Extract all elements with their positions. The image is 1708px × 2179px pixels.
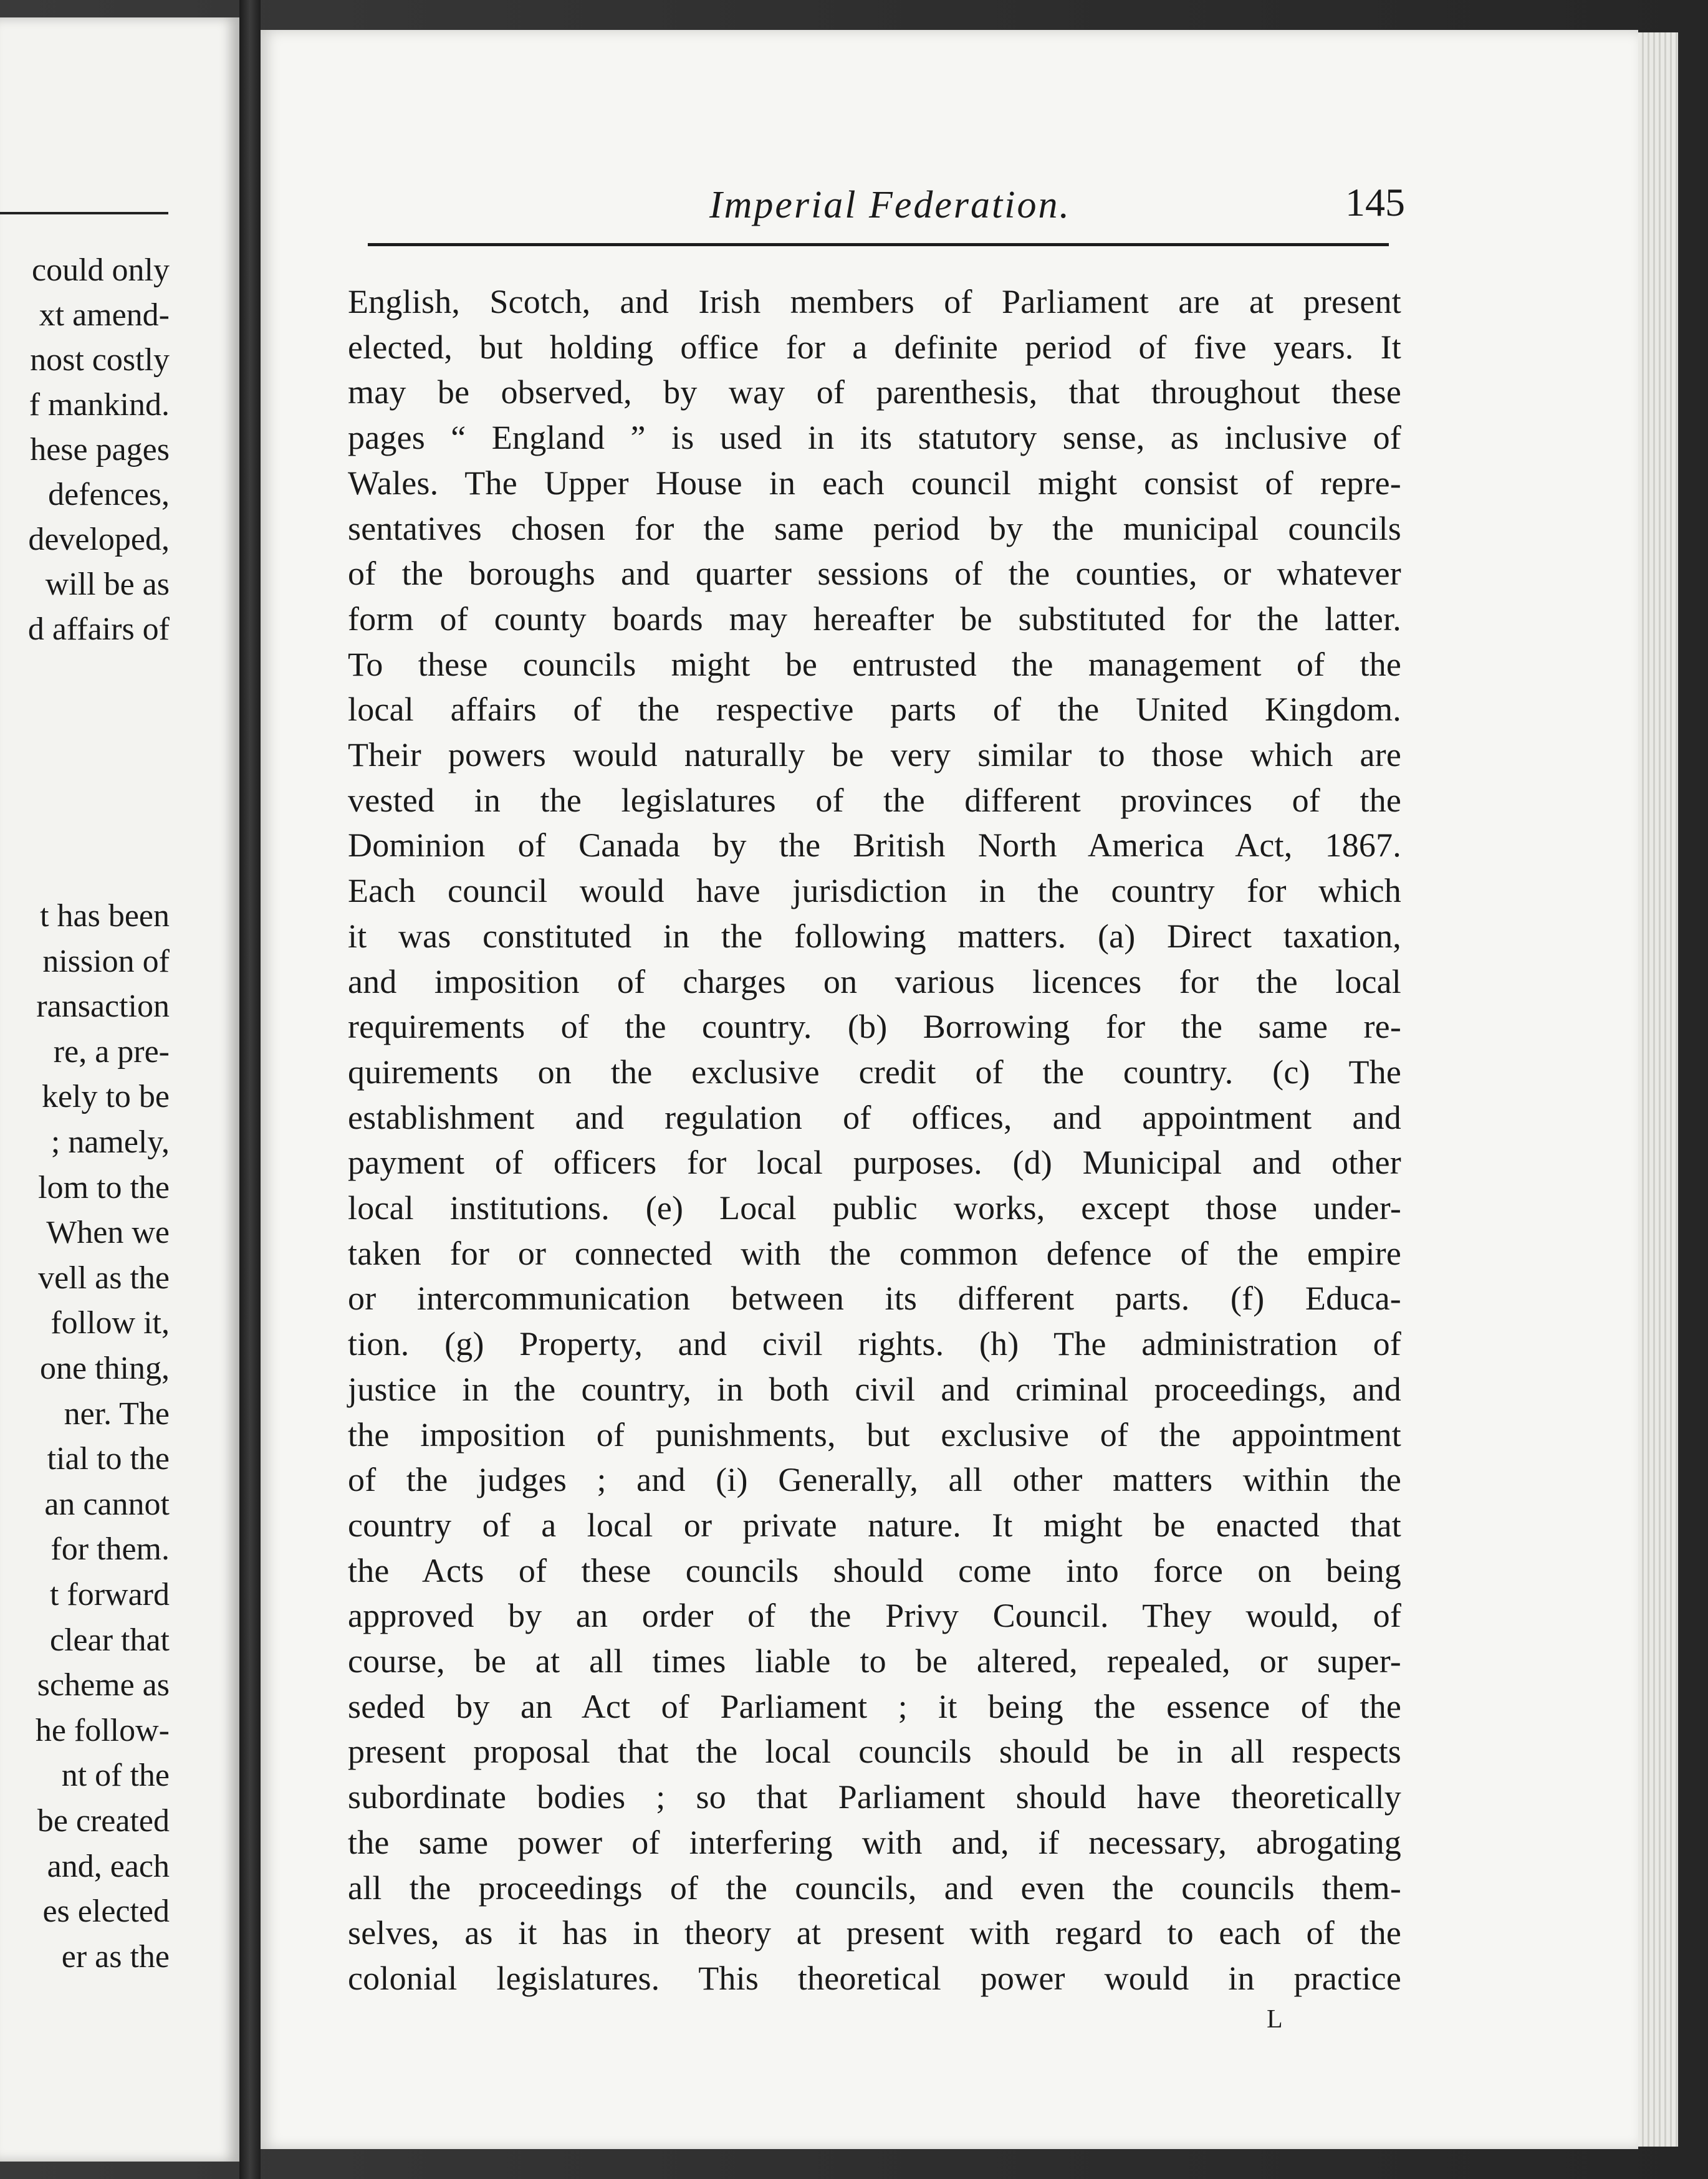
body-line: tion. (g) Property, and civil rights. (h) The administration of — [348, 1325, 1401, 1363]
previous-page-line: for them. — [50, 1531, 170, 1568]
previous-page-fragment — [0, 17, 239, 2162]
running-title: Imperial Federation. — [709, 184, 1072, 226]
previous-page-line: and, each — [47, 1848, 170, 1884]
previous-page-line: nost costly — [30, 342, 170, 378]
previous-page-line: es elected — [42, 1894, 170, 1930]
body-line: may be observed, by way of parenthesis, that throughout these — [348, 373, 1401, 411]
page-145 — [261, 30, 1638, 2149]
body-line: local institutions. (e) Local public works, except those under- — [348, 1189, 1401, 1227]
previous-page-line: hese pages — [30, 432, 170, 467]
previous-page-line: will be as — [45, 567, 170, 602]
body-line: the same power of interfering with and, if necessary, abrogating — [348, 1823, 1401, 1861]
signature-mark: L — [1267, 2005, 1283, 2034]
previous-page-line: f mankind. — [29, 387, 170, 423]
previous-page-line: could only — [32, 252, 170, 288]
previous-page-line: vell as the — [38, 1260, 170, 1296]
previous-page-line: tial to the — [47, 1441, 170, 1477]
body-line: English, Scotch, and Irish members of Parliament are at present — [348, 283, 1401, 320]
body-line: quirements on the exclusive credit of the country. (c) The — [348, 1053, 1401, 1091]
page-edges — [1638, 32, 1678, 2147]
previous-page-header-rule — [0, 212, 168, 214]
body-line: present proposal that the local councils should be in all respects — [348, 1733, 1401, 1771]
body-line: course, be at all times liable to be altered, repealed, or super- — [348, 1642, 1401, 1680]
previous-page-line: kely to be — [41, 1079, 170, 1115]
body-line: local affairs of the respective parts of the United Kingdom. — [348, 691, 1401, 729]
body-line: and imposition of charges on various licences for the local — [348, 962, 1401, 1000]
previous-page-line: re, a pre- — [53, 1033, 170, 1070]
body-line: country of a local or private nature. It might be enacted that — [348, 1506, 1401, 1544]
body-line: of the boroughs and quarter sessions of the counties, or whatever — [348, 555, 1401, 593]
header-rule — [368, 243, 1389, 246]
body-line: subordinate bodies ; so that Parliament should have theoretically — [348, 1778, 1401, 1816]
page-number: 145 — [1345, 180, 1405, 224]
previous-page-line: ; namely, — [50, 1124, 170, 1160]
body-line: Dominion of Canada by the British North America Act, 1867. — [348, 826, 1401, 864]
previous-page-line: nission of — [42, 943, 170, 979]
previous-page-line: nt of the — [61, 1758, 170, 1794]
previous-page-line: t has been — [40, 898, 170, 934]
body-line: all the proceedings of the councils, and even the councils them- — [348, 1869, 1401, 1907]
body-line: the Acts of these councils should come into force on being — [348, 1551, 1401, 1589]
body-line: Their powers would naturally be very similar to those which are — [348, 736, 1401, 773]
body-line: sentatives chosen for the same period by the municipal councils — [348, 509, 1401, 547]
body-line: Each council would have jurisdiction in the country for which — [348, 872, 1401, 910]
previous-page-line: t forward — [49, 1577, 170, 1612]
previous-page-line: lom to the — [38, 1169, 170, 1205]
body-line: vested in the legislatures of the different provinces of the — [348, 781, 1401, 819]
body-line: seded by an Act of Parliament ; it being the essence of the — [348, 1687, 1401, 1725]
body-line: form of county boards may hereafter be substituted for the latter. — [348, 600, 1401, 638]
previous-page-line: defences, — [48, 477, 170, 512]
previous-page-line: follow it, — [50, 1305, 170, 1341]
previous-page-line: developed, — [28, 522, 170, 557]
body-line: selves, as it has in theory at present with regard to each of the — [348, 1914, 1401, 1952]
body-line: of the judges ; and (i) Generally, all other matters within the — [348, 1461, 1401, 1499]
body-line: payment of officers for local purposes. (d) Municipal and other — [348, 1144, 1401, 1182]
body-line: it was constituted in the following matters. (a) Direct taxation, — [348, 917, 1401, 955]
previous-page-line: be created — [37, 1803, 170, 1839]
previous-page-line: xt amend- — [39, 297, 170, 333]
previous-page-line: When we — [46, 1215, 170, 1251]
body-line: the imposition of punishments, but exclusive of the appointment — [348, 1415, 1401, 1453]
previous-page-line: one thing, — [40, 1351, 170, 1386]
body-line: approved by an order of the Privy Council. They would, of — [348, 1597, 1401, 1635]
book-spine-gutter — [239, 0, 261, 2179]
body-line: To these councils might be entrusted the management of the — [348, 645, 1401, 683]
previous-page-line: er as the — [61, 1938, 170, 1975]
previous-page-line: an cannot — [44, 1486, 170, 1522]
body-line: Wales. The Upper House in each council might consist of repre- — [348, 464, 1401, 502]
previous-page-line: ner. The — [64, 1396, 170, 1432]
body-line: pages “ England ” is used in its statutory sense, as inclusive of — [348, 419, 1401, 457]
previous-page-line: he follow- — [35, 1712, 170, 1748]
body-line: colonial legislatures. This theoretical power would in practice — [348, 1959, 1401, 1997]
body-line: elected, but holding office for a definite period of five years. It — [348, 328, 1401, 366]
previous-page-line: ransaction — [36, 989, 170, 1025]
body-line: establishment and regulation of offices, and appointment and — [348, 1098, 1401, 1136]
body-line: justice in the country, in both civil and criminal proceedings, and — [348, 1370, 1401, 1408]
previous-page-line: d affairs of — [27, 611, 170, 647]
previous-page-line: scheme as — [37, 1667, 170, 1703]
page-header — [261, 180, 1638, 229]
body-line: requirements of the country. (b) Borrowing for the same re- — [348, 1008, 1401, 1046]
body-line: or intercommunication between its different parts. (f) Educa- — [348, 1280, 1401, 1318]
body-line: taken for or connected with the common defence of the empire — [348, 1234, 1401, 1272]
previous-page-line: clear that — [50, 1622, 170, 1658]
